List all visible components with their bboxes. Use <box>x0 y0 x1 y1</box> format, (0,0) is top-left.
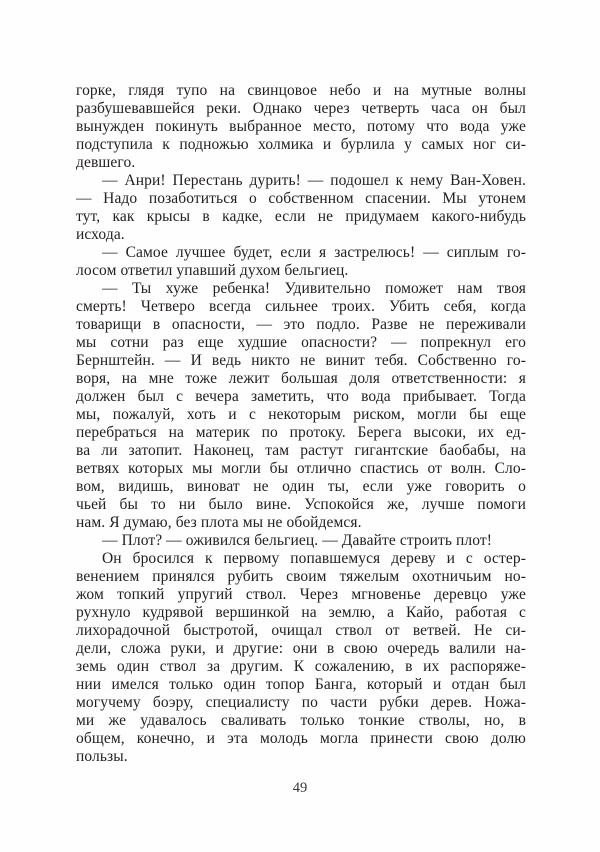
text-line: ветвях которых мы могли бы отлично спастись от волн. Сло- <box>76 460 526 477</box>
page-number: 49 <box>292 780 308 796</box>
text-line: разбушевавшейся реки. Однако через четверть часа он был <box>76 100 526 117</box>
text-line: мы сотни раз еще худшие опасности? — попрекнул его <box>76 334 526 351</box>
text-line: должен был с вечера заметить, что вода прибывает. Тогда <box>76 388 526 405</box>
text-line: могучему боэру, специалисту по части рубки дерев. Ножа- <box>76 694 526 711</box>
text-line: товарищи в опасности, — это подло. Разве не переживали <box>76 316 526 333</box>
text-line: перебраться на материк по протоку. Берега высоки, их ед- <box>76 424 526 441</box>
text-line: нии имелся только один топор Банга, который и отдан был <box>76 676 526 693</box>
paragraph <box>76 532 526 550</box>
text-line: земь один ствол за другим. К сожалению, в их распоряже- <box>76 658 526 675</box>
text-line: мы, пожалуй, хоть и с некоторым риском, могли бы еще <box>76 406 526 423</box>
text-line: вом, видишь, виноват не один ты, если уже говорить о <box>76 478 526 495</box>
text-line: венением принялся рубить своим тяжелым охотничьим но- <box>76 568 526 585</box>
text-line: подступила к подножью холмика и бурлила у самых ног си- <box>76 136 526 153</box>
text-line: ва ли затопит. Наконец, там растут гигантские баобабы, на <box>76 442 526 459</box>
text-line: лосом ответил упавший духом бельгиец. <box>76 262 349 279</box>
text-line: пользы. <box>76 748 128 765</box>
text-line: рухнуло кудрявой вершинкой на землю, а Кайо, работая с <box>76 604 526 621</box>
paragraph <box>76 82 526 172</box>
text-line: исхода. <box>76 226 125 243</box>
text-line: лихорадочной быстротой, очищал ствол от ветвей. Не си- <box>76 622 526 639</box>
text-line: — Ты хуже ребенка! Удивительно поможет нам твоя <box>102 280 526 297</box>
text-line: Он бросился к первому попавшемуся дереву и с остер- <box>102 550 526 567</box>
text-line: жом топкий упругий ствол. Через мгновенье деревцо уже <box>76 586 526 603</box>
text-block <box>76 82 526 766</box>
text-line: горке, глядя тупо на свинцовое небо и на мутные волны <box>76 82 526 99</box>
paragraph <box>76 280 526 532</box>
text-line: девшего. <box>76 154 136 171</box>
paragraph <box>76 244 526 280</box>
text-line: вынужден покинуть выбранное место, потому что вода уже <box>76 118 526 135</box>
text-line: воря, на мне тоже лежит большая доля ответственности: я <box>76 370 526 387</box>
text-line: общем, конечно, и эта молодь могла принести свою долю <box>76 730 526 747</box>
text-line: — Плот? — оживился бельгиец. — Давайте строить плот! <box>102 532 493 549</box>
text-line: — Самое лучшее будет, если я застрелюсь! — сиплым го- <box>102 244 526 261</box>
paragraph <box>76 172 526 244</box>
text-line: тут, как крысы в кадке, если не придумаем какого-нибудь <box>76 208 526 225</box>
text-line: — Надо позаботиться о собственном спасении. Мы утонем <box>76 190 526 207</box>
paragraph <box>76 550 526 766</box>
text-line: Бернштейн. — И ведь никто не винит тебя. Собственно го- <box>76 352 526 369</box>
text-line: ми же удавалось сваливать только тонкие стволы, но, в <box>76 712 526 729</box>
text-line: — Анри! Перестань дурить! — подошел к нему Ван-Ховен. <box>102 172 526 189</box>
text-line: чьей бы то ни было вине. Успокойся же, лучше помоги <box>76 496 526 513</box>
text-line: смерть! Четверо всегда сильнее троих. Убить себя, когда <box>76 298 526 315</box>
text-line: нам. Я думаю, без плота мы не обойдемся. <box>76 514 362 531</box>
text-line: дели, сложа руки, и другие: они в свою очередь валили на- <box>76 640 526 657</box>
